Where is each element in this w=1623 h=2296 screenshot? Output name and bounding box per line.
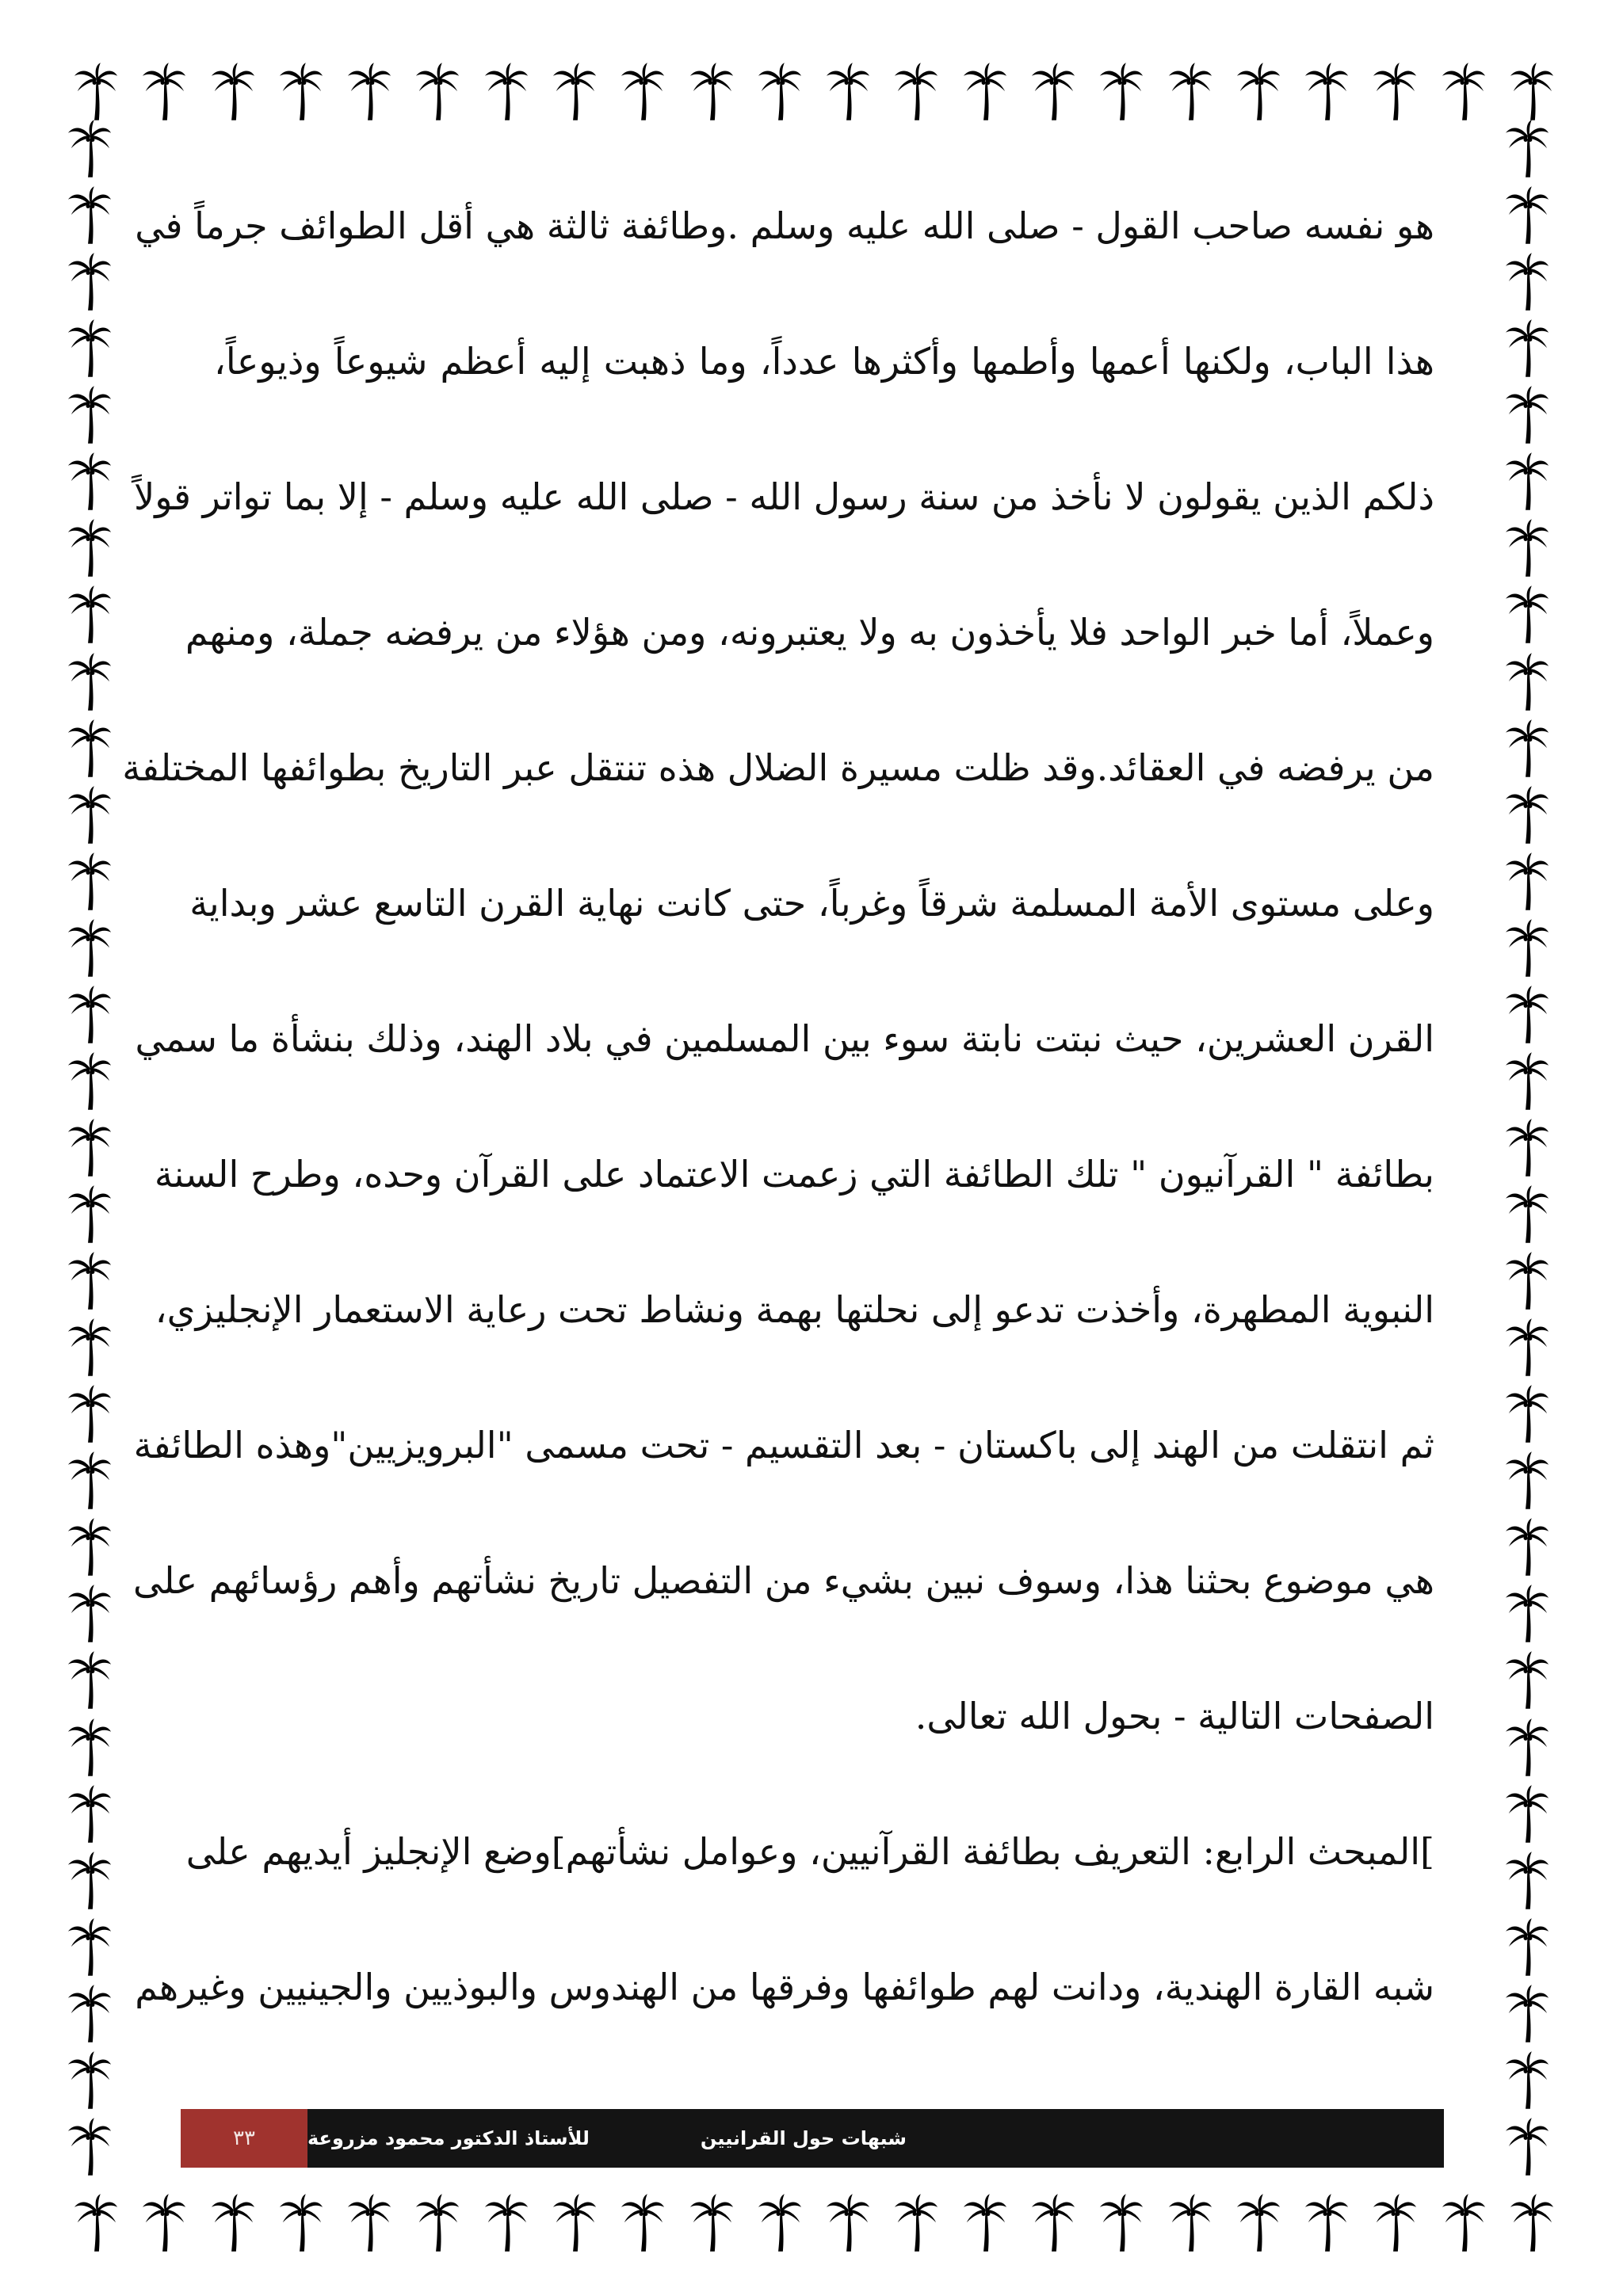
palm-tree-icon xyxy=(1504,1451,1550,1512)
palm-tree-icon xyxy=(620,62,666,124)
palm-tree-icon xyxy=(1504,918,1550,980)
palm-tree-icon xyxy=(67,185,113,247)
palm-tree-icon xyxy=(1372,2193,1418,2255)
text-line: النبوية المطهرة، وأخذت تدعو إلى نحلتها بهمة ونشاط تحت رعاية الاستعمار الإنجليزي، xyxy=(155,1288,1434,1331)
palm-tree-icon xyxy=(1504,1184,1550,1246)
palm-tree-icon xyxy=(67,1917,113,1979)
palm-tree-icon xyxy=(67,1451,113,1512)
palm-tree-icon xyxy=(346,2193,392,2255)
footer-author: للأستاذ الدكتور محمود مزروعة xyxy=(307,2127,590,2149)
palm-tree-icon xyxy=(1509,2193,1555,2255)
text-line: الصفحات التالية - بحول الله تعالى. xyxy=(915,1695,1434,1737)
palm-tree-icon xyxy=(67,1784,113,1846)
palm-tree-icon xyxy=(1504,1984,1550,2046)
palm-tree-icon xyxy=(1504,1318,1550,1379)
palm-tree-icon xyxy=(141,2193,187,2255)
palm-tree-icon xyxy=(1504,652,1550,714)
palm-tree-icon xyxy=(1504,318,1550,380)
palm-tree-icon xyxy=(552,2193,598,2255)
text-line: ذلكم الذين يقولون لا نأخذ من سنة رسول الله - صلى الله عليه وسلم - إلا بما تواتر قولاً xyxy=(133,475,1434,518)
palm-tree-icon xyxy=(67,1984,113,2046)
palm-tree-icon xyxy=(67,719,113,780)
palm-tree-icon xyxy=(689,2193,735,2255)
palm-tree-icon xyxy=(73,2193,119,2255)
palm-tree-icon xyxy=(67,1650,113,1712)
palm-tree-icon xyxy=(757,62,803,124)
palm-tree-icon xyxy=(1504,1251,1550,1313)
palm-tree-icon xyxy=(483,62,529,124)
palm-tree-icon xyxy=(210,2193,256,2255)
palm-tree-icon xyxy=(67,652,113,714)
palm-tree-icon xyxy=(1504,1650,1550,1712)
palm-tree-icon xyxy=(67,985,113,1047)
palm-tree-icon xyxy=(825,2193,871,2255)
palm-tree-icon xyxy=(67,2117,113,2179)
palm-tree-icon xyxy=(1098,62,1144,124)
palm-tree-icon xyxy=(1504,852,1550,913)
top-palm-border xyxy=(73,62,1555,124)
palm-tree-icon xyxy=(1504,185,1550,247)
text-line: هو نفسه صاحب القول - صلى الله عليه وسلم .وطائفة ثالثة هي أقل الطوائف جرماً في xyxy=(135,204,1434,247)
palm-tree-icon xyxy=(278,62,324,124)
palm-tree-icon xyxy=(893,62,939,124)
palm-tree-icon xyxy=(1504,452,1550,513)
palm-tree-icon xyxy=(1504,785,1550,847)
page-number-badge xyxy=(181,2109,307,2168)
palm-tree-icon xyxy=(67,1318,113,1379)
footer-bar xyxy=(307,2109,1444,2168)
palm-tree-icon xyxy=(67,119,113,181)
palm-tree-icon xyxy=(1167,2193,1213,2255)
palm-tree-icon xyxy=(757,2193,803,2255)
palm-tree-icon xyxy=(1504,119,1550,181)
palm-tree-icon xyxy=(689,62,735,124)
palm-tree-icon xyxy=(1098,2193,1144,2255)
palm-tree-icon xyxy=(1504,518,1550,580)
palm-tree-icon xyxy=(1504,2117,1550,2179)
text-line: بطائفة " القرآنيون " تلك الطائفة التي زعمت الاعتماد على القرآن وحده، وطرح السنة xyxy=(154,1153,1434,1196)
palm-tree-icon xyxy=(1504,719,1550,780)
palm-tree-icon xyxy=(73,62,119,124)
palm-tree-icon xyxy=(67,1851,113,1913)
palm-tree-icon xyxy=(67,785,113,847)
palm-tree-icon xyxy=(1504,1584,1550,1646)
palm-tree-icon xyxy=(1504,1384,1550,1446)
palm-tree-icon xyxy=(67,385,113,447)
body-text xyxy=(122,202,1434,2099)
palm-tree-icon xyxy=(67,1517,113,1579)
text-line: ثم انتقلت من الهند إلى باكستان - بعد التقسيم - تحت مسمى "البرويزيين"وهذه الطائفة xyxy=(133,1424,1434,1466)
footer-book-title: شبهات حول القرانيين xyxy=(700,2127,907,2149)
palm-tree-icon xyxy=(1235,2193,1281,2255)
palm-tree-icon xyxy=(483,2193,529,2255)
palm-tree-icon xyxy=(1504,1118,1550,1180)
left-palm-border xyxy=(67,119,113,2179)
palm-tree-icon xyxy=(1504,985,1550,1047)
palm-tree-icon xyxy=(893,2193,939,2255)
palm-tree-icon xyxy=(620,2193,666,2255)
text-line: هذا الباب، ولكنها أعمها وأطمها وأكثرها عدداً، وما ذهبت إليه أعظم شيوعاً وذيوعاً، xyxy=(214,340,1434,383)
palm-tree-icon xyxy=(1235,62,1281,124)
section-heading-line: ]المبحث الرابع: التعريف بطائفة القرآنيين، وعوامل نشأتهم]وضع الإنجليز أيديهم على xyxy=(185,1830,1434,1873)
palm-tree-icon xyxy=(67,852,113,913)
palm-tree-icon xyxy=(67,252,113,314)
palm-tree-icon xyxy=(1509,62,1555,124)
palm-tree-icon xyxy=(1030,62,1076,124)
palm-tree-icon xyxy=(552,62,598,124)
text-line: من يرفضه في العقائد.وقد ظلت مسيرة الضلال هذه تنتقل عبر التاريخ بطوائفها المختلفة xyxy=(122,746,1434,789)
page-footer xyxy=(181,2109,1444,2168)
palm-tree-icon xyxy=(67,2050,113,2112)
palm-tree-icon xyxy=(962,62,1008,124)
palm-tree-icon xyxy=(825,62,871,124)
palm-tree-icon xyxy=(1372,62,1418,124)
palm-tree-icon xyxy=(1504,1917,1550,1979)
page-number: ٣٣ xyxy=(233,2126,255,2150)
palm-tree-icon xyxy=(67,1051,113,1113)
palm-tree-icon xyxy=(67,452,113,513)
bottom-palm-border xyxy=(73,2193,1555,2255)
palm-tree-icon xyxy=(141,62,187,124)
palm-tree-icon xyxy=(962,2193,1008,2255)
palm-tree-icon xyxy=(414,62,460,124)
palm-tree-icon xyxy=(67,318,113,380)
text-line: شبه القارة الهندية، ودانت لهم طوائفها وفرقها من الهندوس والبوذيين والجينيين وغيرهم xyxy=(135,1966,1434,2008)
palm-tree-icon xyxy=(67,1584,113,1646)
palm-tree-icon xyxy=(1504,252,1550,314)
text-line: وعملاً، أما خبر الواحد فلا يأخذون به ولا يعتبرونه، ومن هؤلاء من يرفضه جملة، ومنهم xyxy=(185,611,1434,654)
palm-tree-icon xyxy=(1441,2193,1487,2255)
palm-tree-icon xyxy=(67,1384,113,1446)
palm-tree-icon xyxy=(1504,385,1550,447)
palm-tree-icon xyxy=(1441,62,1487,124)
palm-tree-icon xyxy=(1304,2193,1350,2255)
palm-tree-icon xyxy=(67,918,113,980)
palm-tree-icon xyxy=(1504,1051,1550,1113)
text-line: وعلى مستوى الأمة المسلمة شرقاً وغرباً، حتى كانت نهاية القرن التاسع عشر وبداية xyxy=(189,882,1434,925)
palm-tree-icon xyxy=(1030,2193,1076,2255)
palm-tree-icon xyxy=(67,1184,113,1246)
palm-tree-icon xyxy=(1504,1517,1550,1579)
palm-tree-icon xyxy=(346,62,392,124)
text-line: القرن العشرين، حيث نبتت نابتة سوء بين المسلمين في بلاد الهند، وذلك بنشأة ما سمي xyxy=(135,1017,1434,1060)
palm-tree-icon xyxy=(67,1718,113,1779)
palm-tree-icon xyxy=(1504,585,1550,646)
palm-tree-icon xyxy=(1504,1784,1550,1846)
palm-tree-icon xyxy=(210,62,256,124)
text-line: هي موضوع بحثنا هذا، وسوف نبين بشيء من التفصيل تاريخ نشأتهم وأهم رؤسائهم على xyxy=(133,1559,1434,1602)
palm-tree-icon xyxy=(1504,2050,1550,2112)
palm-tree-icon xyxy=(1504,1851,1550,1913)
palm-tree-icon xyxy=(1304,62,1350,124)
palm-tree-icon xyxy=(1504,1718,1550,1779)
right-palm-border xyxy=(1504,119,1550,2179)
palm-tree-icon xyxy=(67,1118,113,1180)
palm-tree-icon xyxy=(67,1251,113,1313)
palm-tree-icon xyxy=(67,518,113,580)
palm-tree-icon xyxy=(278,2193,324,2255)
palm-tree-icon xyxy=(414,2193,460,2255)
palm-tree-icon xyxy=(67,585,113,646)
palm-tree-icon xyxy=(1167,62,1213,124)
